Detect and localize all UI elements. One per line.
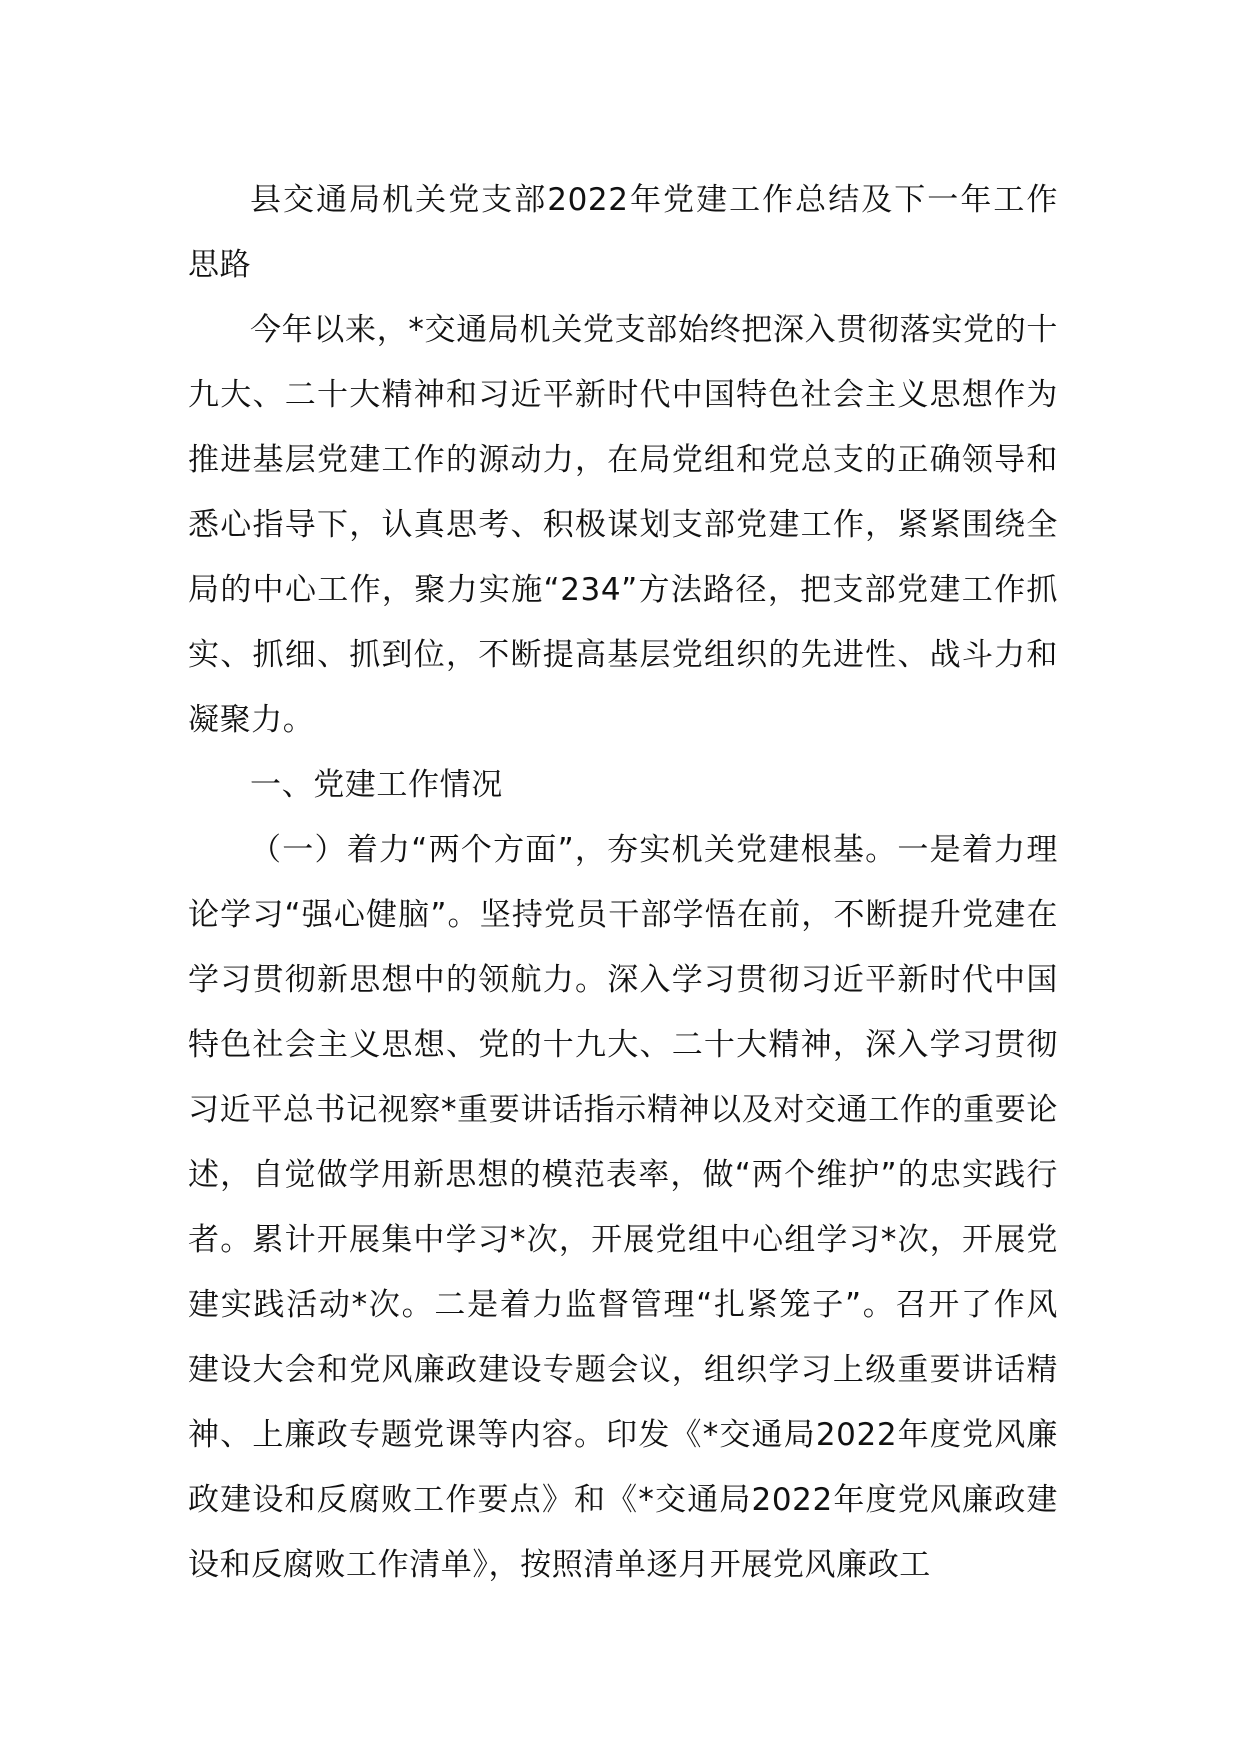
document-body xyxy=(188,168,1058,1598)
document-title: 县交通局机关党支部2022年党建工作总结及下一年工作思路 xyxy=(188,182,1058,283)
body-paragraph: （一）着力“两个方面”，夯实机关党建根基。一是着力理论学习“强心健脑”。坚持党员干部学悟在前，不断提升党建在学习贯彻新思想中的领航力。深入学习贯彻习近平新时代中国特色社会主义思想、党的十九大、二十大精神，深入学习贯彻习近平总书记视察*重要讲话指示精神以及对交通工作的重要论述，自觉做学用新思想的模范表率，做“两个维护”的忠实践行者。累计开展集中学习*次，开展党组中心组学习*次，开展党建实践活动*次。二是着力监督管理“扎紧笼子”。召开了作风建设大会和党风廉政建设专题会议，组织学习上级重要讲话精神、上廉政专题党课等内容。印发《*交通局2022年度党风廉政建设和反腐败工作要点》和《*交通局2022年度党风廉政建设和反腐败工作清单》，按照清单逐月开展党风廉政工 xyxy=(188,832,1059,1583)
intro-paragraph: 今年以来，*交通局机关党支部始终把深入贯彻落实党的十九大、二十大精神和习近平新时代中国特色社会主义思想作为推进基层党建工作的源动力，在局党组和党总支的正确领导和悉心指导下，认真思考、积极谋划支部党建工作，紧紧围绕全局的中心工作，聚力实施“234”方法路径，把支部党建工作抓实、抓细、抓到位，不断提高基层党组织的先进性、战斗力和凝聚力。 xyxy=(188,312,1058,738)
section-heading: 一、党建工作情况 xyxy=(250,767,503,803)
